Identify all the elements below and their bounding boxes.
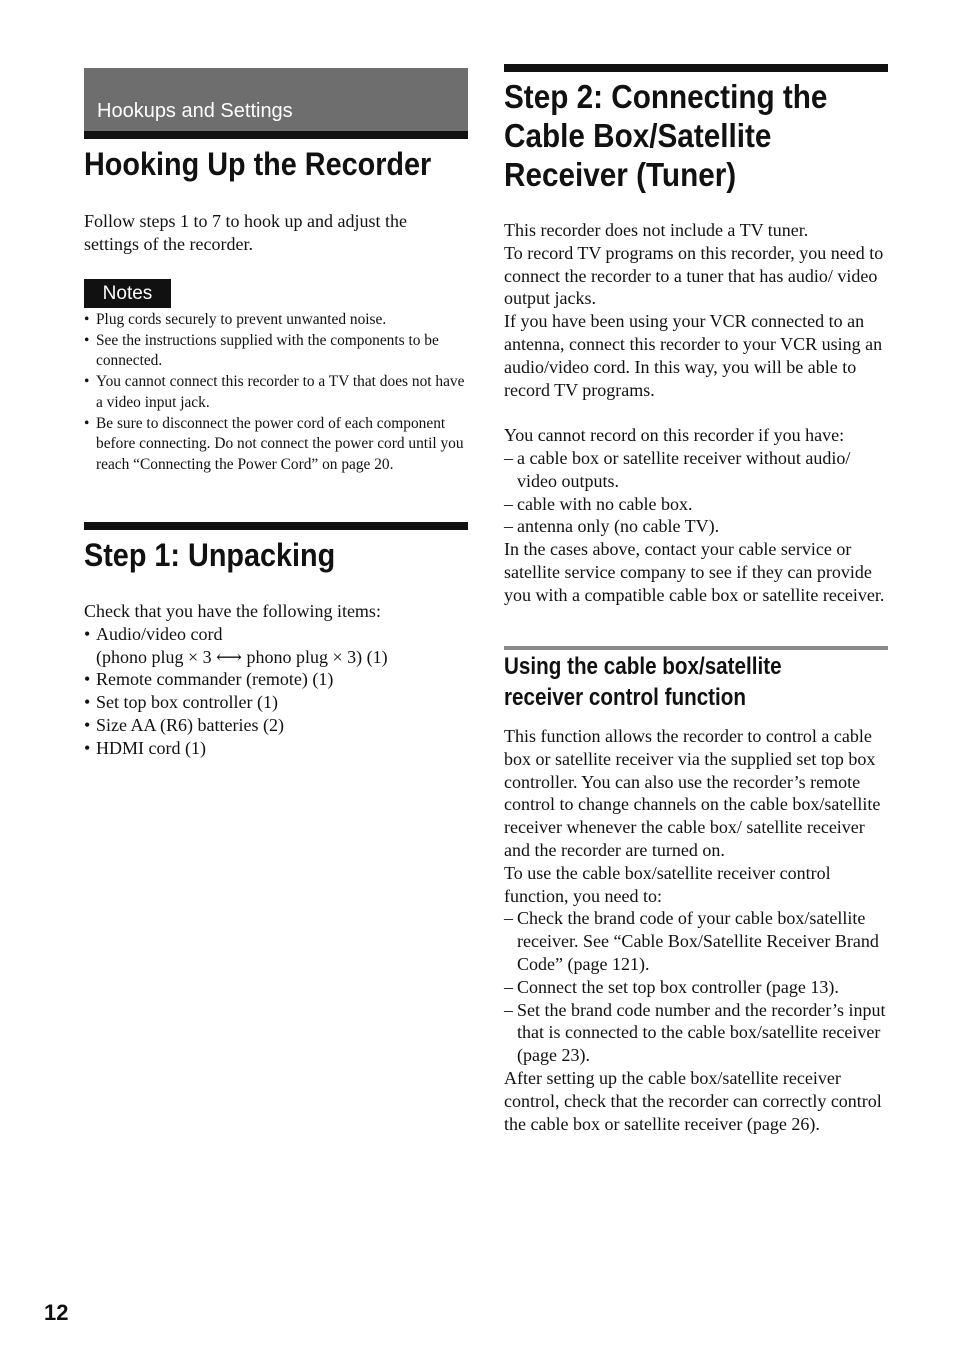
step1-title: Step 1: Unpacking — [84, 537, 336, 573]
step2-content — [504, 219, 892, 607]
step2-para: To record TV programs on this recorder, you need to connect the recorder to a tuner that has audio/ video output jacks. — [504, 242, 884, 309]
cannot-item: – a cable box or satellite receiver without audio/ video outputs. — [504, 447, 892, 493]
step1-content — [84, 600, 468, 760]
cannot-intro: You cannot record on this recorder if you have: — [504, 425, 845, 446]
step2-title-line: Cable Box/Satellite — [504, 117, 772, 154]
step2-rule — [504, 64, 888, 72]
function-para: This function allows the recorder to control a cable box or satellite receiver via the supplied set top box controller. You can also use the recorder’s remote control to change channels on the cable box/satellite receiver whenever the cable box/ satellite receiver and the recorder are turned on. — [504, 726, 881, 860]
step1-item: • Remote commander (remote) (1) — [84, 668, 468, 691]
note-item: • Plug cords securely to prevent unwanted noise. — [84, 310, 468, 331]
note-item: • See the instructions supplied with the components to be connected. — [84, 331, 468, 372]
step1-item — [84, 623, 468, 669]
subsection-rule — [504, 646, 888, 650]
subsection-title — [504, 651, 782, 713]
step1-item: • Set top box controller (1) — [84, 691, 468, 714]
cannot-item: – antenna only (no cable TV). — [504, 515, 892, 538]
note-item: • You cannot connect this recorder to a TV that does not have a video input jack. — [84, 372, 468, 413]
subsection-title-line: Using the cable box/satellite — [504, 653, 782, 680]
section-tab-label: Hookups and Settings — [97, 100, 293, 122]
step1-item: • HDMI cord (1) — [84, 737, 468, 760]
notes-label: Notes — [84, 279, 171, 308]
notes-list — [84, 310, 468, 476]
note-item: • Be sure to disconnect the power cord of each component before connecting. Do not connect the power cord until you reach “Connecting the Power Cord” on page 20. — [84, 414, 468, 476]
cannot-item: – cable with no cable box. — [504, 493, 892, 516]
function-step: – Check the brand code of your cable box/satellite receiver. See “Cable Box/Satellite Receiver Brand Code” (page 121). — [504, 907, 892, 975]
function-steps — [504, 907, 892, 1067]
page-number: 12 — [44, 1300, 69, 1325]
page-title: Hooking Up the Recorder — [84, 146, 432, 182]
step2-para: This recorder does not include a TV tuner. — [504, 220, 809, 240]
function-step: – Set the brand code number and the recorder’s input that is connected to the cable box/satellite receiver (page 23). — [504, 999, 892, 1067]
intro-paragraph — [84, 210, 444, 256]
function-para: After setting up the cable box/satellite receiver control, check that the recorder can correctly control the cable box or satellite receiver (page 26). — [504, 1067, 882, 1134]
subsection-title-line: receiver control function — [504, 684, 746, 711]
step1-item-detail: (phono plug × 3 ⟷ phono plug × 3) (1) — [96, 646, 388, 667]
step2-title — [504, 77, 827, 194]
cases-para: In the cases above, contact your cable service or satellite service company to see if they can provide you with a compatible cable box or satellite receiver. — [504, 539, 885, 605]
step1-item-label: Audio/video cord — [96, 623, 223, 644]
step2-para: If you have been using your VCR connected to an antenna, connect this recorder to your VCR using an audio/video cord. In this way, you will be able to record TV programs. — [504, 311, 883, 400]
step1-rule — [84, 522, 468, 530]
step1-item: • Size AA (R6) batteries (2) — [84, 714, 468, 737]
cannot-list — [504, 447, 892, 538]
function-content — [504, 725, 892, 1135]
function-step: – Connect the set top box controller (page 13). — [504, 976, 892, 999]
intro-text: Follow steps 1 to 7 to hook up and adjust the settings of the recorder. — [84, 211, 407, 254]
step2-title-line: Receiver (Tuner) — [504, 156, 737, 193]
section-tab — [84, 68, 468, 139]
function-para: To use the cable box/satellite receiver control function, you need to: — [504, 862, 831, 906]
step2-title-line: Step 2: Connecting the — [504, 78, 828, 115]
step1-intro: Check that you have the following items: — [84, 601, 381, 621]
